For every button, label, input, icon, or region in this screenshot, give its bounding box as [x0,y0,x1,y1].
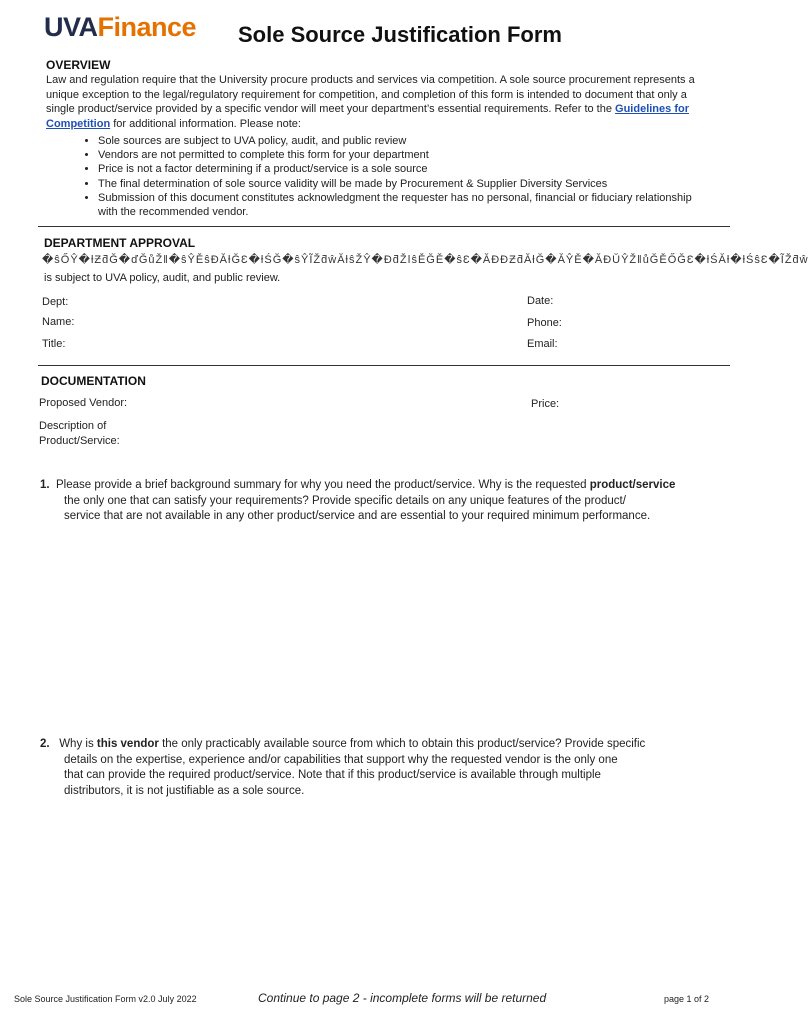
divider-2 [38,365,730,366]
bullet-item: • The final determination of sole source validity will be made by Procurement & Supplier Diversity Services [98,177,698,191]
overview-line-2: unique exception to the legal/regulatory requirement for competition, and completion of this form is intended to document that only a [46,88,687,101]
footer-continue-note: Continue to page 2 - incomplete forms will be returned [258,991,547,1005]
uva-finance-logo [44,14,196,41]
phone-label: Phone: [527,317,562,329]
divider-1 [38,226,730,227]
dept-label: Dept: [42,296,69,308]
documentation-heading: DOCUMENTATION [41,374,146,388]
overview-line-4: Competition for additional information. Please note: [46,117,301,130]
bullet-item: • Sole sources are subject to UVA policy, audit, and public review [98,134,698,148]
logo-finance: Finance [97,12,197,42]
question-2-number: 2. [40,738,50,750]
question-1: 1. Please provide a brief background summary for why you need the product/service. Why is the requested product/service the only one that can satisfy your requirements? Provide specific details on any unique features of the product/ service that are not available in any other product/service and are essential to your required minimum performance. [40,479,676,522]
date-label: Date: [527,295,554,307]
question-2: 2. Why is this vendor the only practicably available source from which to obtain this product/service? Provide specific details on the expertise, experience and/or capabilities that support why the requested vendor is the only one that can provide the required product/service. Note that if this product/service is available through multiple distributors, it is not justifiable as a sole source. [40,738,646,797]
overview-line-3: single product/service provided by a specific vendor will meet your department’s essential requirements. Refer to the Guidelines for [46,103,689,115]
approval-policy-line: is subject to UVA policy, audit, and public review. [44,272,281,284]
guidelines-link-part2[interactable]: Competition [46,117,111,130]
overview-bullet-list [78,134,698,219]
proposed-vendor-label: Proposed Vendor: [39,397,128,409]
logo-uva: UVA [44,12,98,42]
department-approval-heading: DEPARTMENT APPROVAL [44,236,196,250]
overview-heading: OVERVIEW [46,58,111,72]
description-label: Description of Product/Service: [39,420,120,447]
overview-paragraph [46,73,736,131]
footer-page-number: page 1 of 2 [664,994,710,1004]
bullet-item: • Price is not a factor determining if a product/service is a sole source [98,162,698,176]
guidelines-link-part1[interactable]: Guidelines for [615,103,689,115]
title-label: Title: [42,338,66,350]
bullet-item: • Submission of this document constitutes acknowledgment the requester has no personal, financial or fiduciary relationship with the recommended vendor. [98,191,698,219]
page-title: Sole Source Justification Form [238,22,562,47]
footer-version: Sole Source Justification Form v2.0 July 2022 [14,994,197,1004]
bullet-item: • Vendors are not permitted to complete this form for your department [98,148,698,162]
question-1-number: 1. [40,479,50,491]
price-label: Price: [531,398,560,410]
garbled-text-line: �ŝŐŶ�ƚƵƌĞ�ďĞůŽǁ�ŝŶĚŝĐĂƚĞƐ�ƚŚĞ�ŝŶĨŽƌŵĂƚŝŽŶ�ƉƌŽǀŝĚĞĚ�ŝƐ�ĂĐĐƵƌĂƚĞ�ĂŶĚ�ĂĐŬŶŽǁůĞĚŐĞƐ�ƚŚĂƚ�ƚŚŝƐ�ĨŽƌŵ [42,254,809,266]
name-label: Name: [42,316,75,328]
overview-line-1: Law and regulation require that the University procure products and services via competition. A sole source procurement represents a [46,74,695,86]
email-label: Email: [527,338,558,350]
